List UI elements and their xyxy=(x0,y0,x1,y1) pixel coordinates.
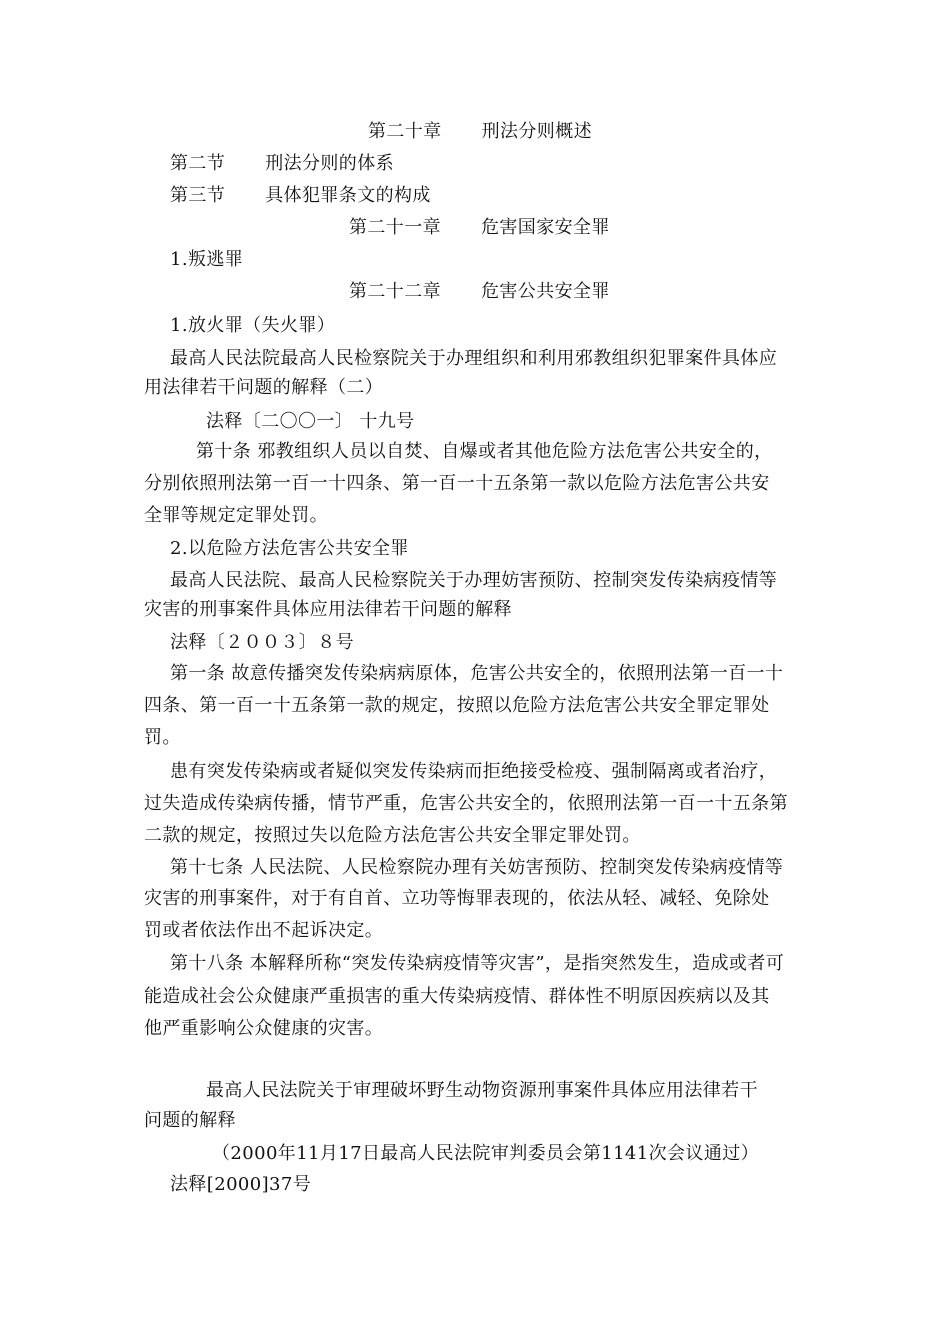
interp-cult-article-10-line-3: 全罪等规定定罪处罚。 xyxy=(144,505,328,526)
interp-cult-doc-number: 法释〔二〇〇一〕 十九号 xyxy=(206,411,415,432)
chapter-20-number: 第二十章 xyxy=(368,121,442,142)
interp-wildlife-title-line-1: 最高人民法院关于审理破坏野生动物资源刑事案件具体应用法律若干 xyxy=(206,1080,758,1101)
section-2-title: 刑法分则的体系 xyxy=(265,153,395,174)
chapter-21-title: 危害国家安全罪 xyxy=(481,217,610,238)
crime-item-defection: 1.叛逃罪 xyxy=(170,249,244,270)
interp-epidemic-article-1-line-2: 四条、第一百一十五条第一款的规定，按照以危险方法危害公共安全罪定罪处 xyxy=(144,695,770,716)
chapter-22-title: 危害公共安全罪 xyxy=(481,281,610,302)
chapter-20-heading xyxy=(368,119,950,145)
interp-epidemic-article-18-line-3: 他严重影响公众健康的灾害。 xyxy=(144,1018,384,1039)
section-2-heading xyxy=(170,151,850,177)
chapter-21-heading xyxy=(349,215,950,241)
chapter-20-title: 刑法分则概述 xyxy=(481,121,593,142)
interp-epidemic-article-1-para-2-line-2: 过失造成传染病传播，情节严重，危害公共安全的，依照刑法第一百一十五条第 xyxy=(144,793,788,814)
interp-wildlife-doc-number: 法释[2000]37号 xyxy=(170,1174,312,1195)
chapter-21-number: 第二十一章 xyxy=(349,217,441,238)
interp-epidemic-article-17-line-3: 罚或者依法作出不起诉决定。 xyxy=(144,920,384,941)
interp-epidemic-article-1-para-2-line-3: 二款的规定，按照过失以危险方法危害公共安全罪定罪处罚。 xyxy=(144,825,641,846)
interp-epidemic-article-1-line-3: 罚。 xyxy=(144,727,181,748)
section-3-heading xyxy=(170,183,850,209)
crime-item-dangerous-method: 2.以危险方法危害公共安全罪 xyxy=(170,538,409,559)
chapter-22-heading xyxy=(349,279,950,305)
interp-epidemic-article-1-line-1: 第一条 故意传播突发传染病病原体，危害公共安全的，依照刑法第一百一十 xyxy=(170,663,784,684)
interp-epidemic-doc-number: 法释〔２００３〕８号 xyxy=(170,632,354,653)
chapter-22-number: 第二十二章 xyxy=(349,281,441,302)
interp-epidemic-title-line-1: 最高人民法院、最高人民检察院关于办理妨害预防、控制突发传染病疫情等 xyxy=(170,570,778,591)
interp-epidemic-article-18-line-2: 能造成社会公众健康严重损害的重大传染病疫情、群体性不明原因疾病以及其 xyxy=(144,986,770,1007)
interp-epidemic-article-1-para-2-line-1: 患有突发传染病或者疑似突发传染病而拒绝接受检疫、强制隔离或者治疗， xyxy=(170,761,778,782)
interp-epidemic-article-18-line-1: 第十八条 本解释所称“突发传染病疫情等灾害”，是指突然发生，造成或者可 xyxy=(170,953,785,974)
interp-epidemic-article-17-line-1: 第十七条 人民法院、人民检察院办理有关妨害预防、控制突发传染病疫情等 xyxy=(170,857,784,878)
interp-epidemic-title-line-2: 灾害的刑事案件具体应用法律若干问题的解释 xyxy=(144,599,512,620)
interp-cult-article-10-line-2: 分别依照刑法第一百一十四条、第一百一十五条第一款以危险方法危害公共安 xyxy=(144,473,770,494)
interp-cult-title-line-1: 最高人民法院最高人民检察院关于办理组织和利用邪教组织犯罪案件具体应 xyxy=(170,348,778,369)
interp-wildlife-adoption-note: （2000年11月17日最高人民法院审判委员会第1141次会议通过） xyxy=(212,1143,760,1164)
crime-item-arson: 1.放火罪（失火罪） xyxy=(170,315,336,336)
section-3-number: 第三节 xyxy=(170,185,226,206)
interp-cult-title-line-2: 用法律若干问题的解释（二） xyxy=(144,377,384,398)
section-2-number: 第二节 xyxy=(170,153,226,174)
interp-epidemic-article-17-line-2: 灾害的刑事案件，对于有自首、立功等悔罪表现的，依法从轻、减轻、免除处 xyxy=(144,888,770,909)
interp-wildlife-title-line-2: 问题的解释 xyxy=(144,1110,236,1131)
interp-cult-article-10-line-1: 第十条 邪教组织人员以自焚、自爆或者其他危险方法危害公共安全的， xyxy=(196,441,773,462)
section-3-title: 具体犯罪条文的构成 xyxy=(265,185,431,206)
